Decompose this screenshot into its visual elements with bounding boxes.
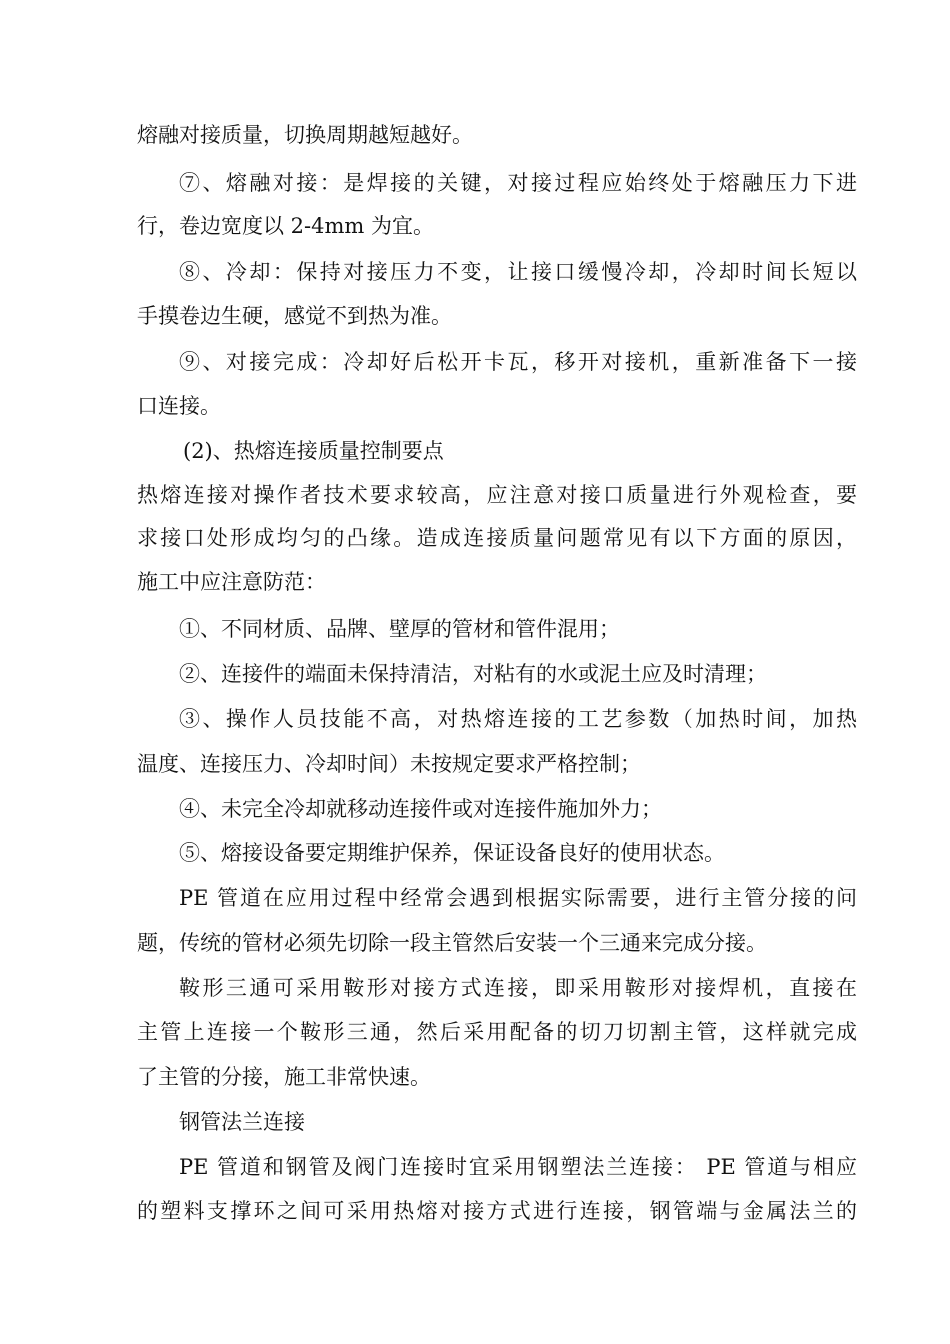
body-text-line: 的塑料支撑环之间可采用热熔对接方式进行连接，钢管端与金属法兰的 [137,1199,857,1223]
body-text-line: 熔融对接质量，切换周期越短越好。 [137,123,473,147]
body-text-line: 求接口处形成均匀的凸缘。造成连接质量问题常见有以下方面的原因， [137,526,857,550]
body-text-line: 口连接。 [137,394,221,418]
body-text-line: 温度、连接压力、冷却时间）未按规定要求严格控制； [137,752,641,776]
cause-1-text: ①、不同材质、品牌、壁厚的管材和管件混用； [179,617,620,641]
section-heading: (2)、热熔连接质量控制要点 [183,439,444,463]
body-text-line: 了主管的分接，施工非常快速。 [137,1065,431,1089]
cause-2-text: ②、连接件的端面未保持清洁，对粘有的水或泥土应及时清理； [179,662,767,686]
cause-4-text: ④、未完全冷却就移动连接件或对连接件施加外力； [179,797,662,821]
body-text-line: 主管上连接一个鞍形三通，然后采用配备的切刀切割主管，这样就完成 [137,1020,857,1044]
body-text-line: 鞍形三通可采用鞍形对接方式连接，即采用鞍形对接焊机，直接在 [179,976,857,1000]
body-text-line: 热熔连接对操作者技术要求较高，应注意对接口质量进行外观检查，要 [137,483,857,507]
subsection-heading: 钢管法兰连接 [179,1110,305,1134]
body-text-line: 手摸卷边生硬，感觉不到热为准。 [137,304,452,328]
cause-5-text: ⑤、熔接设备要定期维护保养，保证设备良好的使用状态。 [179,841,725,865]
cause-3-text: ③、操作人员技能不高，对热熔连接的工艺参数（加热时间，加热 [179,707,857,731]
body-text-line: PE 管道和钢管及阀门连接时宜采用钢塑法兰连接： PE 管道与相应 [179,1155,857,1179]
body-text-line: PE 管道在应用过程中经常会遇到根据实际需要，进行主管分接的问 [179,886,857,910]
step-7-text: ⑦、熔融对接：是焊接的关键，对接过程应始终处于熔融压力下进 [179,171,857,195]
step-9-text: ⑨、对接完成：冷却好后松开卡瓦，移开对接机，重新准备下一接 [179,350,857,374]
body-text-line: 题，传统的管材必须先切除一段主管然后安装一个三通来完成分接。 [137,931,767,955]
body-text-line: 施工中应注意防范： [137,570,326,594]
step-8-text: ⑧、冷却：保持对接压力不变，让接口缓慢冷却，冷却时间长短以 [179,260,857,284]
body-text-line: 行，卷边宽度以 2-4mm 为宜。 [137,214,434,238]
